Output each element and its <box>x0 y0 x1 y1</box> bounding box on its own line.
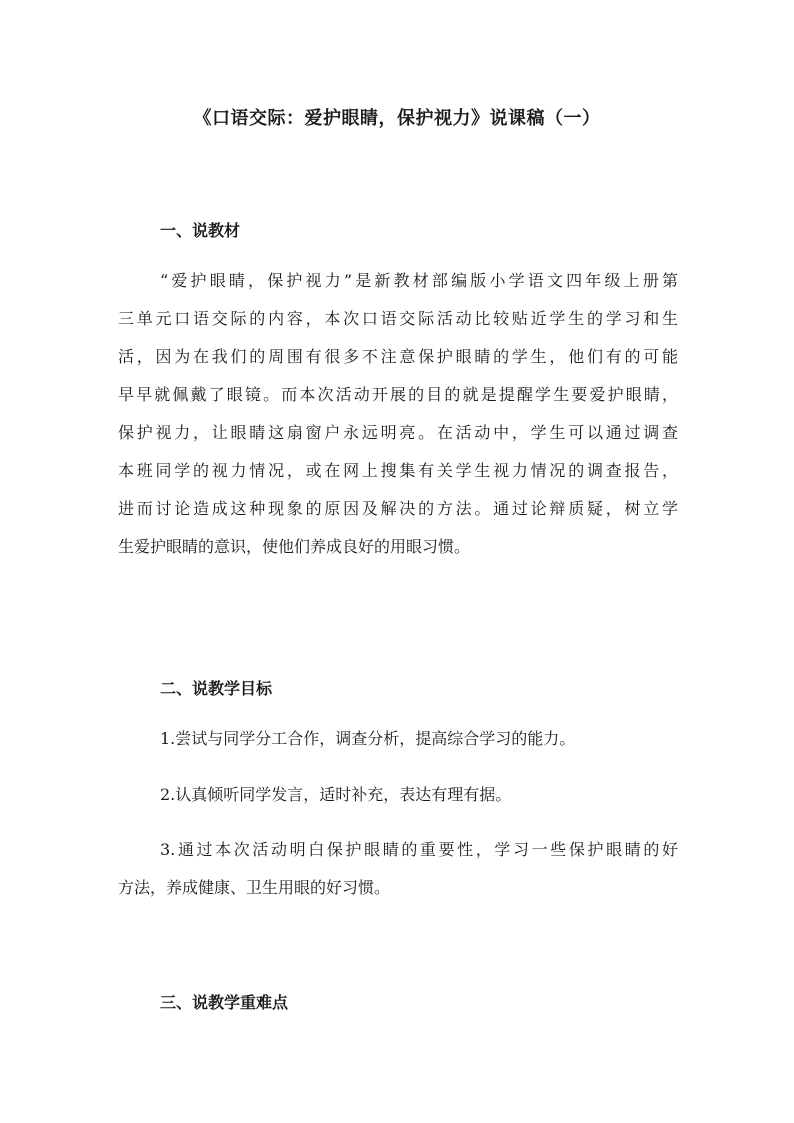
section-heading-objectives: 二、说教学目标 <box>160 679 273 698</box>
paragraph-line: 三单元口语交际的内容，本次口语交际活动比较贴近学生的学习和生 <box>118 309 678 328</box>
paragraph-line: 保护视力，让眼睛这扇窗户永远明亮。在活动中，学生可以通过调查 <box>118 423 678 442</box>
paragraph-line: 本班同学的视力情况，或在网上搜集有关学生视力情况的调查报告， <box>118 461 678 480</box>
paragraph-line: 活，因为在我们的周围有很多不注意保护眼睛的学生，他们有的可能 <box>118 347 678 366</box>
objective-line: 方法，养成健康、卫生用眼的好习惯。 <box>118 878 391 897</box>
section-heading-key-points: 三、说教学重难点 <box>160 993 289 1012</box>
paragraph-line: 生爱护眼睛的意识，使他们养成良好的用眼习惯。 <box>118 537 471 556</box>
paragraph-line: “爱护眼睛，保护视力”是新教材部编版小学语文四年级上册第 <box>160 271 678 290</box>
document-title: 《口语交际：爱护眼睛，保护视力》说课稿（一） <box>193 108 601 129</box>
objective-item <box>118 831 678 907</box>
objective-line: 1.尝试与同学分工合作，调查分析，提高综合学习的能力。 <box>160 729 576 748</box>
objective-line: 2.认真倾听同学发言，适时补充，表达有理有据。 <box>160 785 512 804</box>
section-heading-textbook: 一、说教材 <box>160 221 241 240</box>
objective-line: 3.通过本次活动明白保护眼睛的重要性，学习一些保护眼睛的好 <box>160 840 678 859</box>
paragraph-line: 早早就佩戴了眼镜。而本次活动开展的目的就是提醒学生要爱护眼睛， <box>118 385 678 404</box>
objective-item <box>118 776 678 814</box>
paragraph-line: 进而讨论造成这种现象的原因及解决的方法。通过论辩质疑，树立学 <box>118 499 678 518</box>
section-paragraph-textbook <box>118 262 678 566</box>
objective-item <box>118 720 678 758</box>
